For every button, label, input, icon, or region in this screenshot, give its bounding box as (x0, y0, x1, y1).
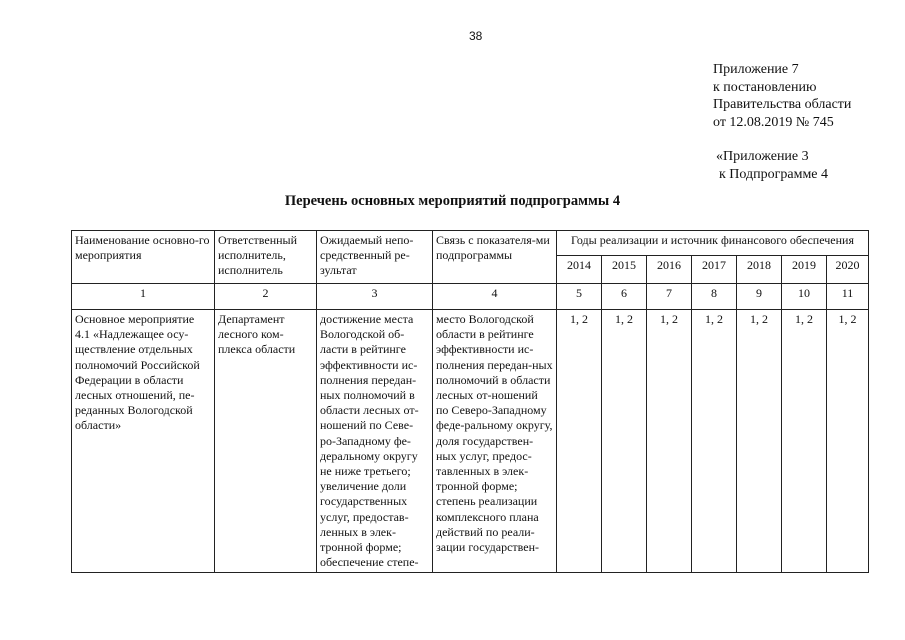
header-year: 2014 (557, 256, 602, 284)
table-row (72, 310, 869, 573)
column-number: 8 (692, 284, 737, 310)
cell-year-value: 1, 2 (692, 310, 737, 573)
header-years-title: Годы реализации и источник финансового обеспечения (557, 231, 869, 256)
appendix-line: к постановлению (713, 79, 817, 95)
appendix-line: от 12.08.2019 № 745 (713, 114, 834, 130)
cell-year-value: 1, 2 (737, 310, 782, 573)
header-name: Наименование основно-го мероприятия (72, 231, 215, 284)
column-number: 9 (737, 284, 782, 310)
cell-result: достижение места Вологодской об-ласти в рейтинге эффективности ис-полнения передан-ных полномочий в области лесных от-ношений по Севе-ро-Западному фе-деральному округу не ниже третьего; увеличение доли государственных услуг, предостав-ленных в элек-тронной форме; обеспечение степе- (317, 310, 433, 573)
cell-year-value: 1, 2 (647, 310, 692, 573)
column-numbers-row (72, 284, 869, 310)
appendix-subblock (716, 148, 828, 183)
column-number: 6 (602, 284, 647, 310)
header-link: Связь с показателя-ми подпрограммы (433, 231, 557, 284)
cell-executor: Департамент лесного ком-плекса области (215, 310, 317, 573)
page-number: 38 (469, 29, 483, 43)
cell-year-value: 1, 2 (602, 310, 647, 573)
header-result: Ожидаемый непо-средственный ре-зультат (317, 231, 433, 284)
document-title: Перечень основных мероприятий подпрограммы 4 (284, 193, 621, 209)
header-year: 2020 (827, 256, 869, 284)
column-number: 11 (827, 284, 869, 310)
cell-year-value: 1, 2 (782, 310, 827, 573)
cell-name: Основное мероприятие 4.1 «Надлежащее осу-ществление отдельных полномочий Российской Федерации в области лесных отношений, пе-реданных Вологодской области» (72, 310, 215, 573)
cell-year-value: 1, 2 (827, 310, 869, 573)
column-number: 2 (215, 284, 317, 310)
appendix2-line: «Приложение 3 (716, 149, 809, 164)
column-number: 3 (317, 284, 433, 310)
cell-link: место Вологодской области в рейтинге эффективности ис-полнения передан-ных полномочий в области лесных от-ношений по Северо-Западному феде-ральному округу, доля государствен-ных услуг, предос-тавленных в элек-тронной форме; степень реализации комплексного плана действий по реали-зации государствен- (433, 310, 557, 573)
header-year: 2018 (737, 256, 782, 284)
column-number: 5 (557, 284, 602, 310)
appendix2-line: к Подпрограмме 4 (719, 166, 829, 182)
appendix-block (713, 61, 851, 131)
appendix-line: Приложение 7 (713, 62, 799, 77)
cell-year-value: 1, 2 (557, 310, 602, 573)
header-executor: Ответственный исполнитель, исполнитель (215, 231, 317, 284)
column-number: 10 (782, 284, 827, 310)
column-number: 4 (433, 284, 557, 310)
header-year: 2017 (692, 256, 737, 284)
header-year: 2016 (647, 256, 692, 284)
column-number: 1 (72, 284, 215, 310)
measures-table (71, 230, 869, 573)
appendix-line: Правительства области (713, 97, 852, 112)
column-number: 7 (647, 284, 692, 310)
header-year: 2015 (602, 256, 647, 284)
header-year: 2019 (782, 256, 827, 284)
